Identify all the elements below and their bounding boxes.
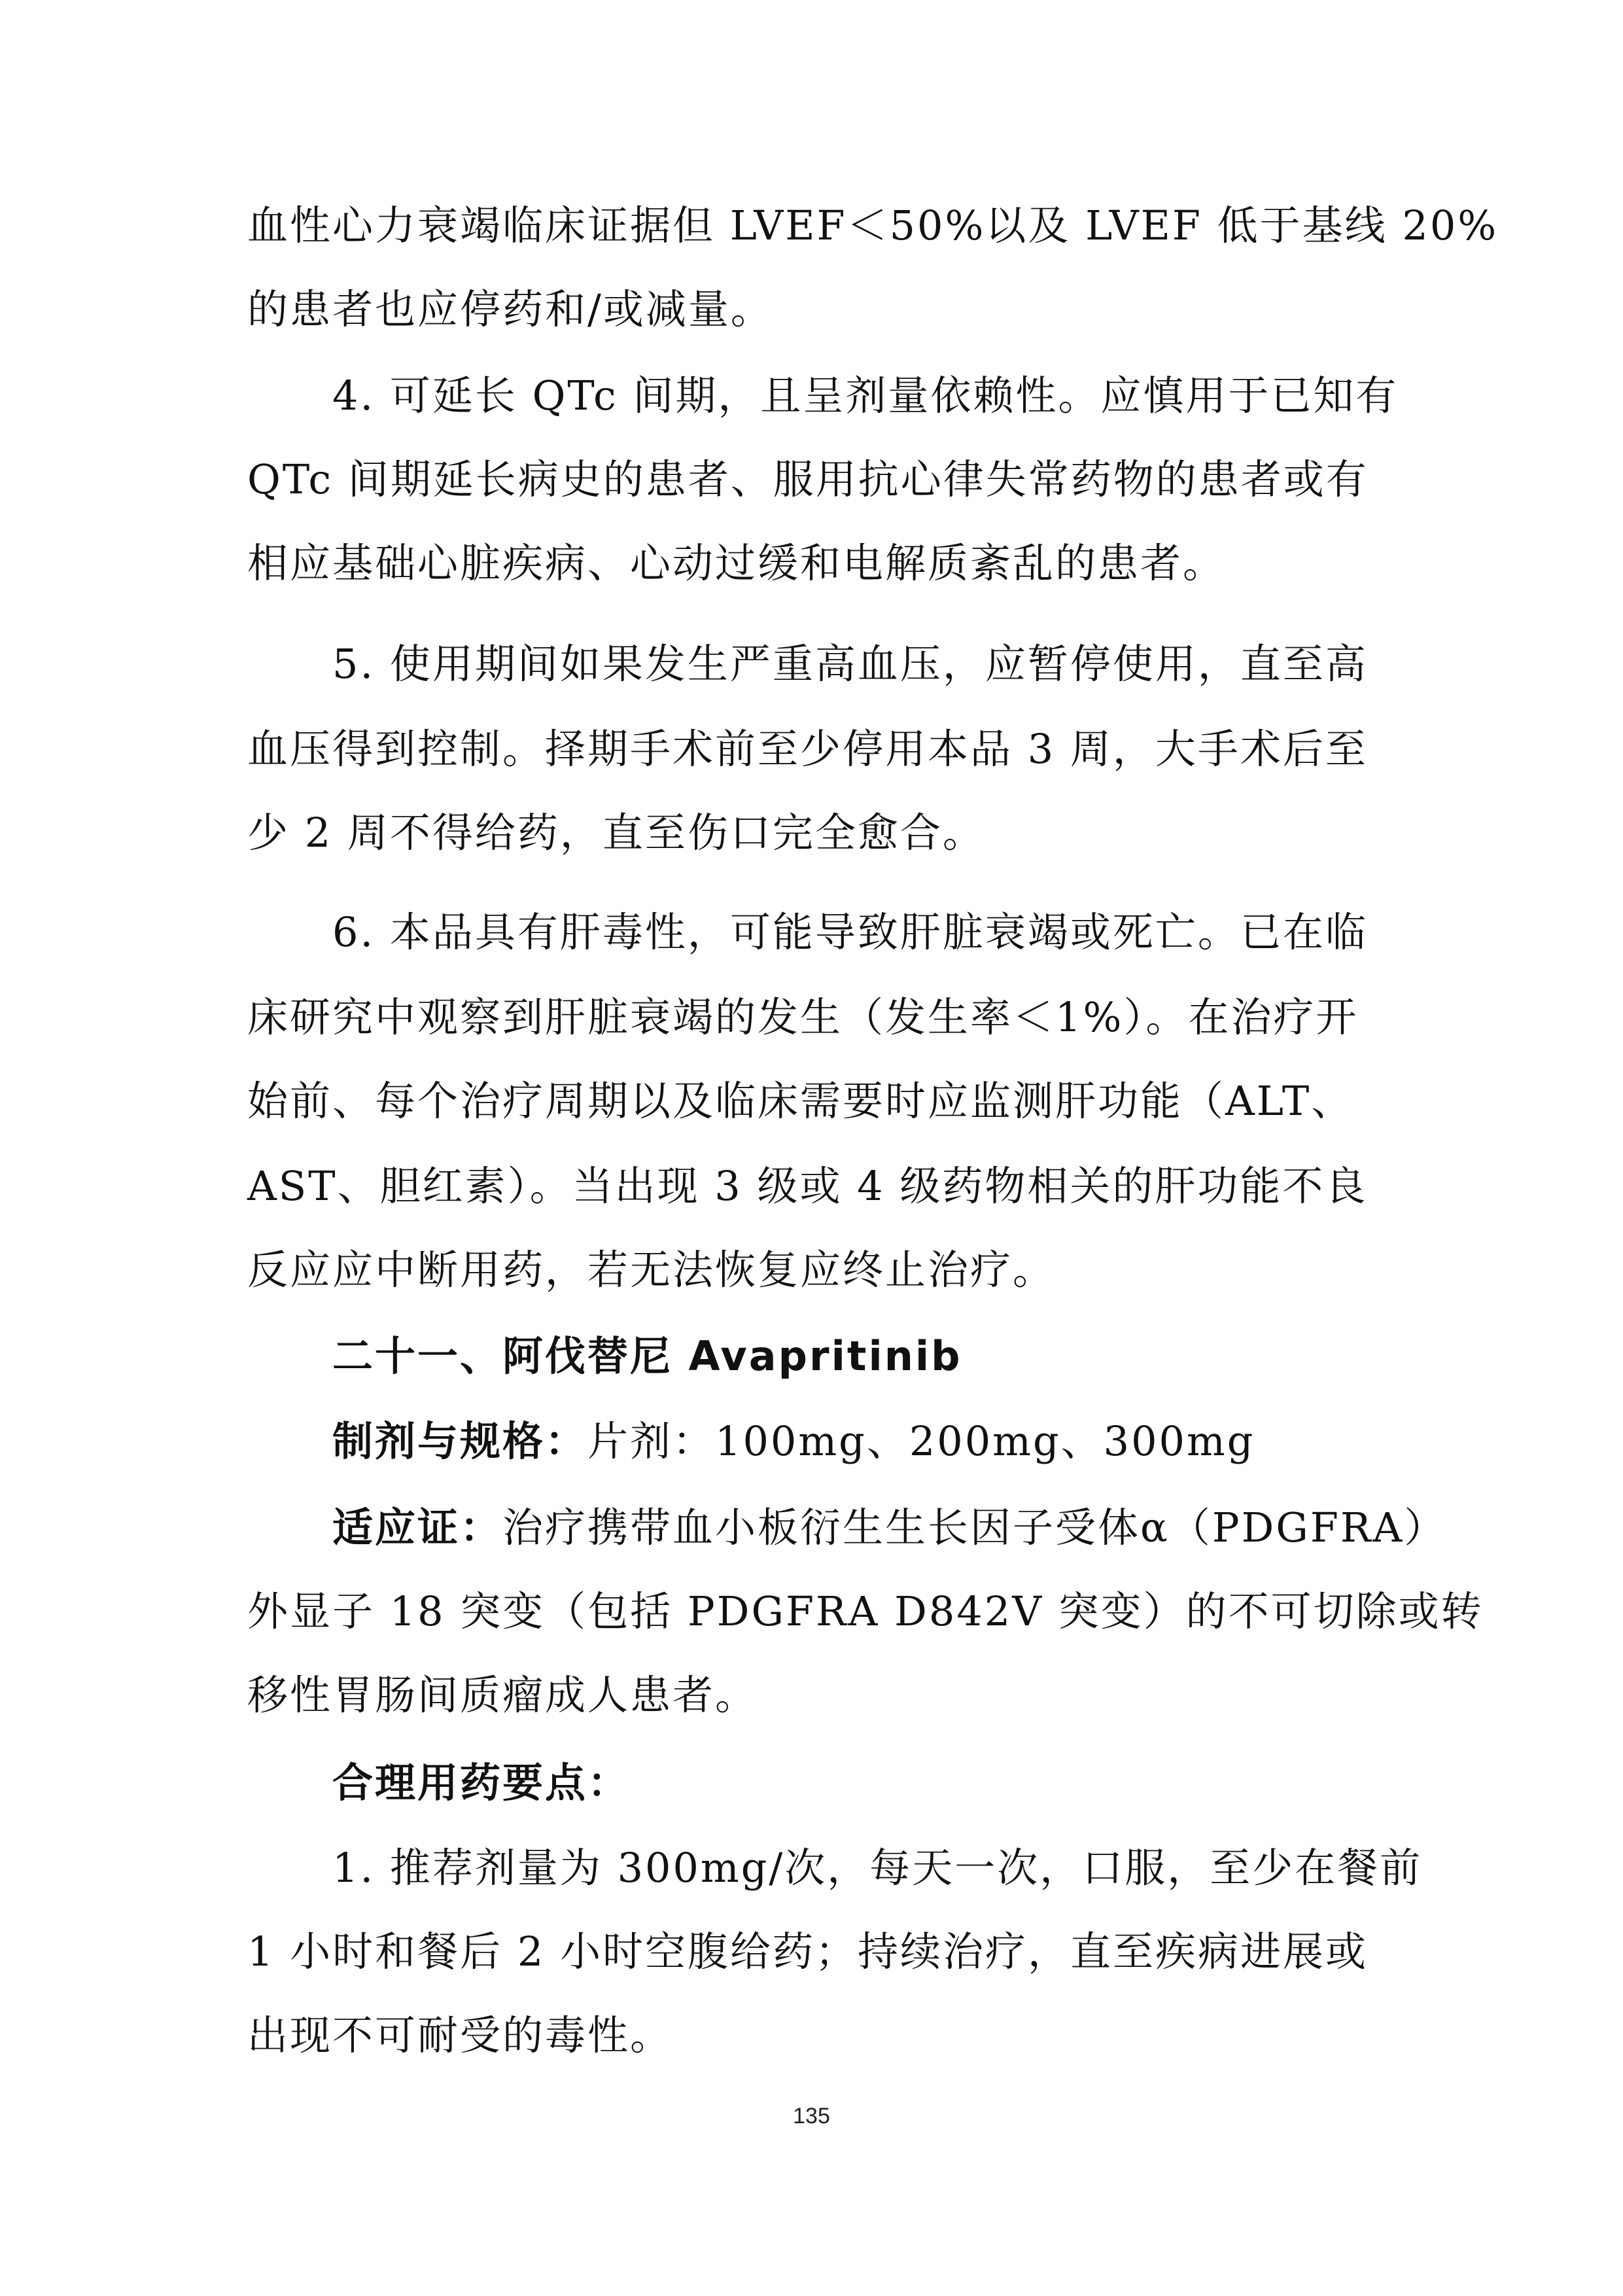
body-text-line: 始前、每个治疗周期以及临床需要时应监测肝功能（ALT、 (247, 1077, 1354, 1125)
indication-label: 适应证： (332, 1504, 503, 1551)
drug-heading: 二十一、阿伐替尼 Avapritinib (332, 1332, 962, 1380)
formulation-label: 制剂与规格： (332, 1417, 588, 1465)
key-points-heading: 合理用药要点： (332, 1759, 631, 1807)
body-text-line: AST、胆红素）。当出现 3 级或 4 级药物相关的肝功能不良 (247, 1162, 1368, 1210)
body-text-line: 床研究中观察到肝脏衰竭的发生（发生率＜1%）。在治疗开 (247, 993, 1359, 1041)
indication-continuation: 外显子 18 突变（包括 PDGFRA D842V 突变）的不可切除或转 (247, 1587, 1484, 1635)
body-text-line: 4. 可延长 QTc 间期，且呈剂量依赖性。应慎用于已知有 (332, 372, 1399, 419)
body-text-line: 反应应中断用药，若无法恢复应终止治疗。 (247, 1246, 1056, 1294)
formulation-line (332, 1412, 1386, 1471)
formulation-text: 片剂：100mg、200mg、300mg (587, 1417, 1255, 1465)
indication-continuation: 移性胃肠间质瘤成人患者。 (247, 1671, 758, 1719)
indication-text: 治疗携带血小板衍生生长因子受体α（PDGFRA） (502, 1504, 1447, 1551)
body-text-line: 相应基础心脏疾病、心动过缓和电解质紊乱的患者。 (247, 539, 1226, 587)
key-point-line: 出现不可耐受的毒性。 (247, 2011, 673, 2059)
body-text-line: QTc 间期延长病史的患者、服用抗心律失常药物的患者或有 (247, 455, 1369, 503)
body-text-line: 5. 使用期间如果发生严重高血压，应暂停使用，直至高 (332, 640, 1368, 688)
body-text-line: 的患者也应停药和/或减量。 (247, 285, 773, 333)
body-text-line: 少 2 周不得给药，直至伤口完全愈合。 (247, 809, 985, 857)
key-point-line: 1. 推荐剂量为 300mg/次，每天一次，口服，至少在餐前 (332, 1844, 1423, 1892)
body-text-line: 6. 本品具有肝毒性，可能导致肝脏衰竭或死亡。已在临 (332, 908, 1368, 956)
key-point-line: 1 小时和餐后 2 小时空腹给药；持续治疗，直至疾病进展或 (247, 1928, 1369, 1975)
body-text-line: 血性心力衰竭临床证据但 LVEF＜50%以及 LVEF 低于基线 20% (247, 202, 1499, 249)
body-text-line: 血压得到控制。择期手术前至少停用本品 3 周，大手术后至 (247, 725, 1368, 773)
indication-line (332, 1498, 1447, 1557)
page-number: 135 (793, 2104, 830, 2128)
